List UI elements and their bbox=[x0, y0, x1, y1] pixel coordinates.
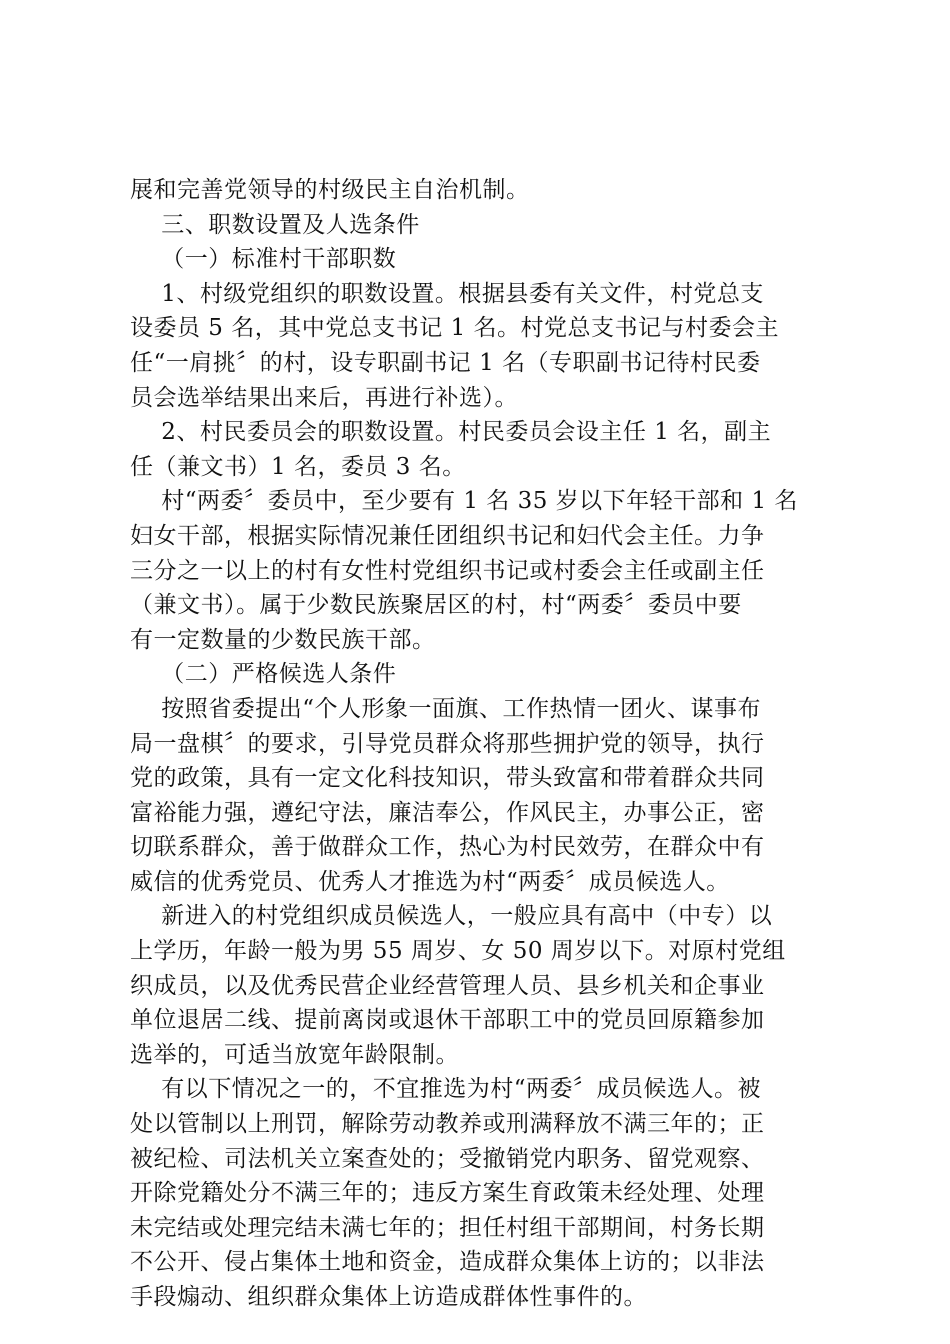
text-line: 党的政策，具有一定文化科技知识，带头致富和带着群众共同 bbox=[130, 765, 765, 792]
text-line: （兼文书）。属于少数民族聚居区的村，村“两委〞委员中要 bbox=[130, 592, 742, 619]
text-line: 富裕能力强，遵纪守法，廉洁奉公，作风民主，办事公正，密 bbox=[130, 799, 765, 826]
text-line: 选举的，可适当放宽年龄限制。 bbox=[130, 1041, 459, 1068]
text-line: 任（兼文书）1 名，委员 3 名。 bbox=[130, 453, 466, 480]
text-line: 新进入的村党组织成员候选人，一般应具有高中（中专）以 bbox=[130, 903, 773, 930]
text-line: 1、村级党组织的职数设置。根据县委有关文件，村党总支 bbox=[130, 280, 764, 307]
text-line: 处以管制以上刑罚，解除劳动教养或刑满释放不满三年的；正 bbox=[130, 1111, 765, 1138]
text-line: 任“一肩挑〞的村，设专职副书记 1 名（专职副书记待村民委 bbox=[130, 349, 761, 376]
text-line: 设委员 5 名，其中党总支书记 1 名。村党总支书记与村委会主 bbox=[130, 315, 780, 342]
text-line: 员会选举结果出来后，再进行补选）。 bbox=[130, 384, 518, 411]
text-line: 展和完善党领导的村级民主自治机制。 bbox=[130, 177, 530, 203]
text-line: 手段煽动、组织群众集体上访造成群体性事件的。 bbox=[130, 1284, 647, 1310]
document-body bbox=[130, 173, 830, 1315]
text-line: 切联系群众，善于做群众工作，热心为村民效劳，在群众中有 bbox=[130, 834, 765, 861]
text-line: 三分之一以上的村有女性村党组织书记或村委会主任或副主任 bbox=[130, 557, 765, 584]
text-line: 有一定数量的少数民族干部。 bbox=[130, 626, 436, 653]
text-line: 有以下情况之一的，不宜推选为村“两委〞成员候选人。被 bbox=[130, 1076, 762, 1103]
text-line: 被纪检、司法机关立案查处的；受撤销党内职务、留党观察、 bbox=[130, 1145, 765, 1172]
text-line: 2、村民委员会的职数设置。村民委员会设主任 1 名，副主 bbox=[130, 419, 772, 446]
text-line: 单位退居二线、提前离岗或退休干部职工中的党员回原籍参加 bbox=[130, 1007, 765, 1034]
text-line: 局一盘棋〞的要求，引导党员群众将那些拥护党的领导，执行 bbox=[130, 730, 765, 757]
text-line: 威信的优秀党员、优秀人才推选为村“两委〞成员候选人。 bbox=[130, 868, 730, 895]
text-line: 按照省委提出“个人形象一面旗、工作热情一团火、谋事布 bbox=[130, 695, 762, 722]
text-line: 不公开、侵占集体土地和资金，造成群众集体上访的；以非法 bbox=[130, 1249, 765, 1276]
subsection-heading: （一）标准村干部职数 bbox=[130, 246, 397, 273]
section-heading: 三、职数设置及人选条件 bbox=[130, 211, 420, 238]
text-line: 上学历，年龄一般为男 55 周岁、女 50 周岁以下。对原村党组 bbox=[130, 938, 786, 965]
text-line: 妇女干部，根据实际情况兼任团组织书记和妇代会主任。力争 bbox=[130, 522, 765, 549]
text-line: 村“两委〞委员中，至少要有 1 名 35 岁以下年轻干部和 1 名 bbox=[130, 488, 798, 515]
text-line: 开除党籍处分不满三年的；违反方案生育政策未经处理、处理 bbox=[130, 1180, 765, 1207]
subsection-heading: （二）严格候选人条件 bbox=[130, 661, 397, 688]
text-line: 织成员，以及优秀民营企业经营管理人员、县乡机关和企事业 bbox=[130, 972, 765, 999]
text-line: 未完结或处理完结未满七年的；担任村组干部期间，村务长期 bbox=[130, 1214, 765, 1241]
